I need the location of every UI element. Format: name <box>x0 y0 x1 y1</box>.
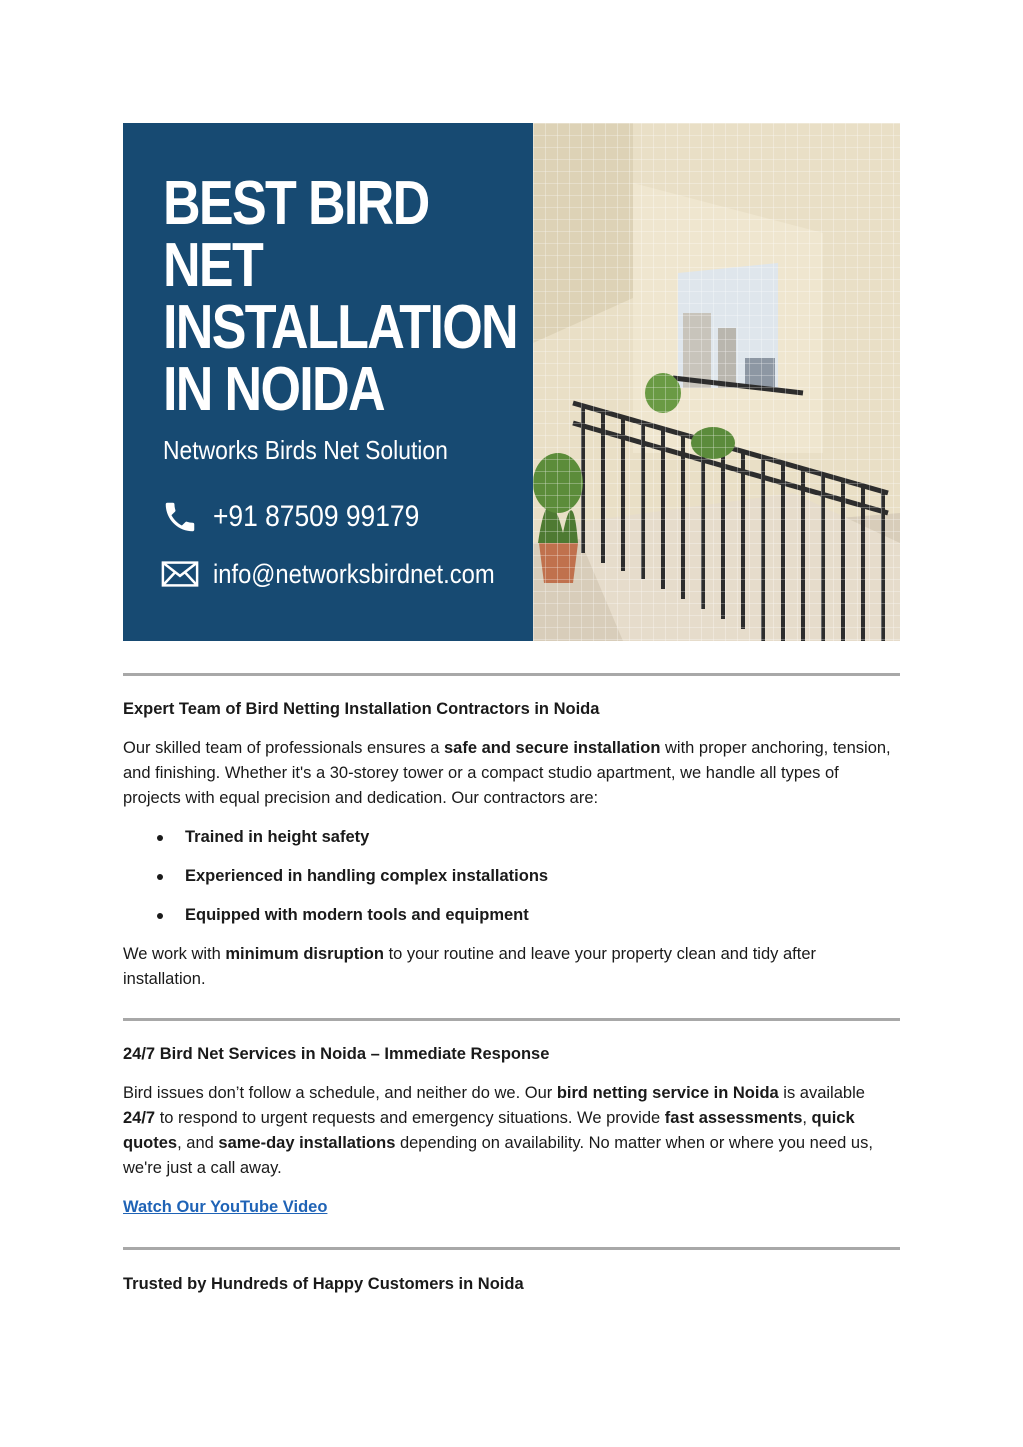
list-item: Experienced in handling complex installations <box>123 864 900 903</box>
banner-email-row <box>161 555 533 593</box>
section-24-7-service <box>123 1042 900 1220</box>
list-item: Equipped with modern tools and equipment <box>123 903 900 942</box>
divider <box>123 1018 900 1021</box>
hero-banner <box>123 123 900 641</box>
banner-text-panel <box>123 123 533 641</box>
banner-email: info@networksbirdnet.com <box>213 558 495 589</box>
divider <box>123 1247 900 1250</box>
youtube-link-row <box>123 1195 900 1220</box>
section-heading: Trusted by Hundreds of Happy Customers in Noida <box>123 1275 524 1293</box>
youtube-video-link[interactable]: Watch Our YouTube Video <box>123 1198 328 1216</box>
phone-icon <box>161 498 199 536</box>
divider <box>123 673 900 676</box>
banner-subtitle: Networks Birds Net Solution <box>163 435 448 465</box>
section-heading: 24/7 Bird Net Services in Noida – Immediate Response <box>123 1045 550 1063</box>
banner-phone-row <box>161 498 447 536</box>
balcony-illustration <box>533 123 900 641</box>
section-trusted-customers <box>123 1272 900 1297</box>
section-heading: Expert Team of Bird Netting Installation Contractors in Noida <box>123 700 600 718</box>
section-paragraph: Bird issues don’t follow a schedule, and neither do we. Our bird netting service in Noida is available 24/7 to respond to urgent requests and emergency situations. We provide fast assessments, quick quotes, and same-day installations depending on availability. No matter when or where you need us, we're just a call away. <box>123 1084 873 1177</box>
list-item: Trained in height safety <box>123 825 900 864</box>
mail-icon <box>161 555 199 593</box>
section-paragraph: Our skilled team of professionals ensures a safe and secure installation with proper anchoring, tension, and finishing. Whether it's a 30-storey tower or a compact studio apartment, we handle all types of projects with equal precision and dedication. Our contractors are: <box>123 739 891 807</box>
balcony-bird-net-photo <box>533 123 900 641</box>
banner-phone: +91 87509 99179 <box>213 500 420 533</box>
banner-title: BEST BIRD NET INSTALLATION IN NOIDA <box>163 169 517 424</box>
section-paragraph: We work with minimum disruption to your routine and leave your property clean and tidy after installation. <box>123 945 816 988</box>
section-expert-team <box>123 697 900 992</box>
contractor-qualities-list <box>123 825 900 942</box>
